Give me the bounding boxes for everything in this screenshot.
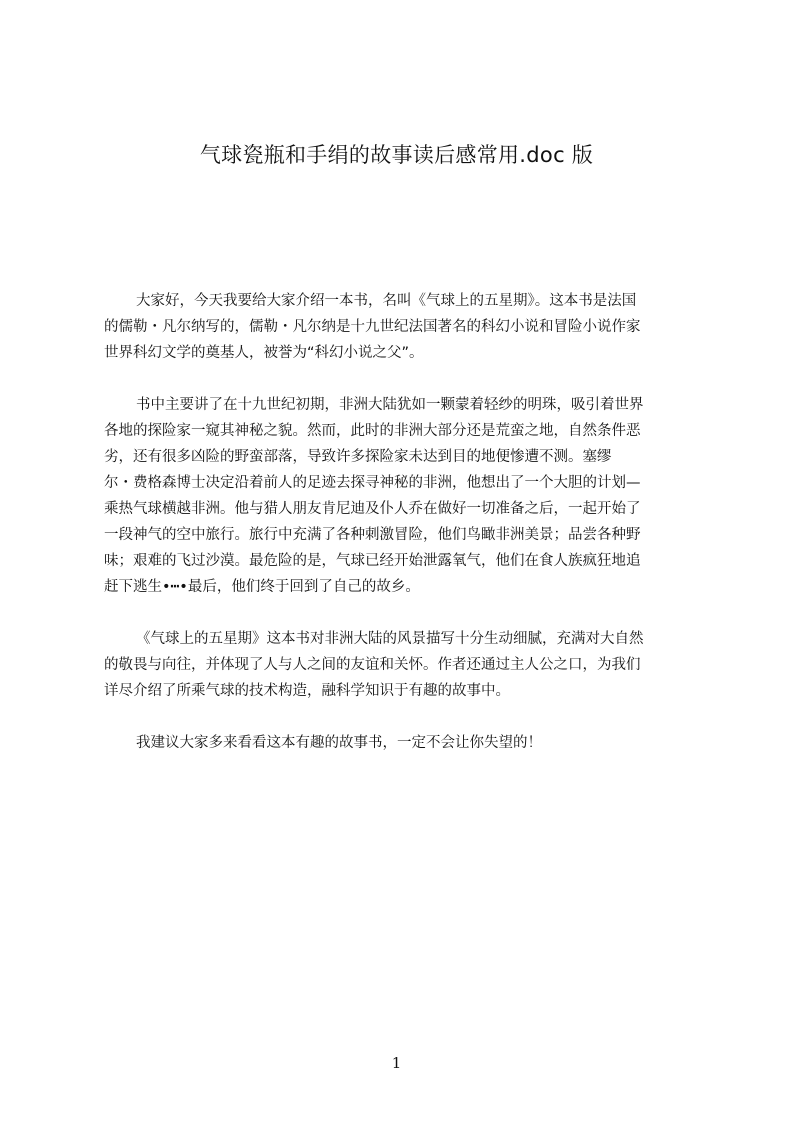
text-line: 尔・费格森博士决定沿着前人的足迹去探寻神秘的非洲，他想出了一个大胆的计划— <box>104 475 641 491</box>
text-line: 赶下逃生•┅•最后，他们终于回到了自己的故乡。 <box>104 579 420 595</box>
text-line: 各地的探险家一窥其神秘之貌。然而，此时的非洲大部分还是荒蛮之地，自然条件恶 <box>104 423 641 439</box>
text-line: 书中主要讲了在十九世纪初期，非洲大陆犹如一颗蒙着轻纱的明珠，吸引着世界 <box>136 397 644 413</box>
text-line: 世界科幻文学的奠基人，被誉为“科幻小说之父”。 <box>104 345 424 361</box>
document-body <box>104 288 700 756</box>
text-line: 的儒勒・凡尔纳写的，儒勒・凡尔纳是十九世纪法国著名的科幻小说和冒险小说作家 <box>104 319 641 335</box>
text-line: 一段神气的空中旅行。旅行中充满了各种刺激冒险，他们鸟瞰非洲美景；品尝各种野 <box>104 527 641 543</box>
paragraph-3 <box>104 626 700 704</box>
text-line: 的敬畏与向往，并体现了人与人之间的友谊和关怀。作者还通过主人公之口，为我们 <box>104 657 641 673</box>
page-number: 1 <box>391 1054 402 1072</box>
text-line: 味；艰难的飞过沙漠。最危险的是，气球已经开始泄露氧气，他们在食人族疯狂地追 <box>104 553 641 569</box>
text-line: 劣，还有很多凶险的野蛮部落，导致许多探险家未达到目的地便惨遭不测。塞缪 <box>104 449 612 465</box>
text-line: 乘热气球横越非洲。他与猎人朋友肯尼迪及仆人乔在做好一切准备之后，一起开始了 <box>104 501 641 517</box>
paragraph-1 <box>104 288 700 366</box>
text-line: 大家好，今天我要给大家介绍一本书，名叫《气球上的五星期》。这本书是法国 <box>136 293 637 309</box>
paragraph-2 <box>104 392 700 600</box>
text-line: 《气球上的五星期》这本书对非洲大陆的风景描写十分生动细腻，充满对大自然 <box>136 631 644 647</box>
document-title: 气球瓷瓶和手绢的故事读后感常用.doc 版 <box>199 143 594 167</box>
text-line: 我建议大家多来看看这本有趣的故事书，一定不会让你失望的！ <box>136 735 542 751</box>
text-line: 详尽介绍了所乘气球的技术构造，融科学知识于有趣的故事中。 <box>104 683 510 699</box>
paragraph-4 <box>104 730 700 756</box>
